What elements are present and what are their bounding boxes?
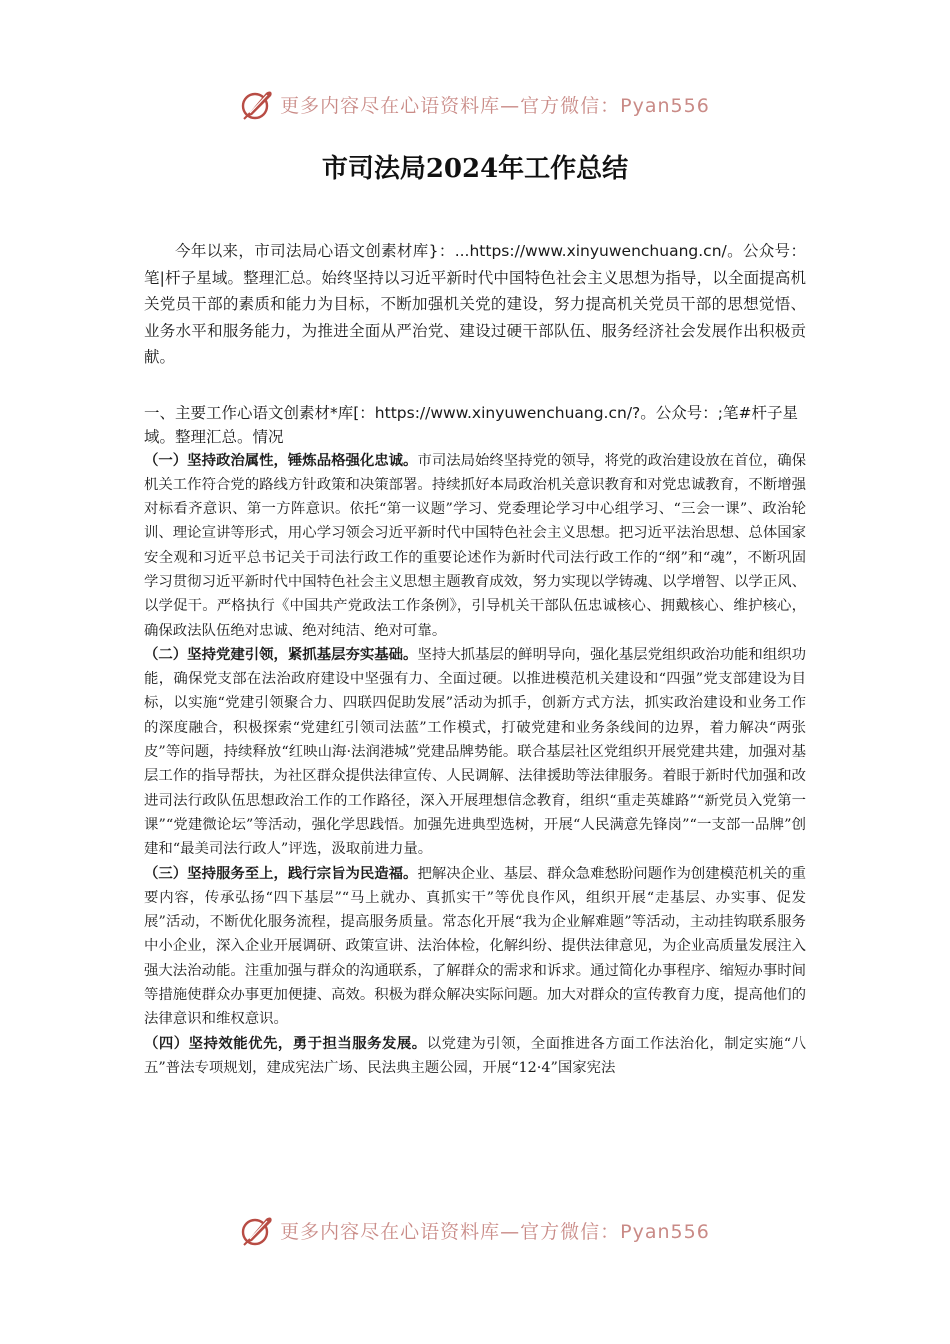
paragraph-3 bbox=[144, 862, 806, 1032]
paragraph-1-lead: （一）坚持政治属性，锤炼品格强化忠诚。 bbox=[144, 452, 418, 469]
paragraph-2-body: 坚持大抓基层的鲜明导向，强化基层党组织政治功能和组织功能，确保党支部在法治政府建设中坚强有力、全面过硬。以推进模范机关建设和“四强”党支部建设为目标，以实施“党建引领聚合力、四联四促助发展”活动为抓手，创新方式方法，抓实政治建设和业务工作的深度融合，积极探索“党建红引领司法蓝”工作模式，打破党建和业务条线间的边界，着力解决“两张皮”等问题，持续释放“红映山海·法润港城”党建品牌势能。联合基层社区党组织开展党建共建，加强对基层工作的指导帮扶，为社区群众提供法律宣传、人民调解、法律援助等法律服务。着眼于新时代加强和改进司法行政队伍思想政治工作的工作路径，深入开展理想信念教育，组织“重走英雄路”“新党员入党第一课”“党建微论坛”等活动，强化学思践悟。加强先进典型选树，开展“人民满意先锋岗”“一支部一品牌”创建和“最美司法行政人”评选，汲取前进力量。 bbox=[144, 646, 806, 858]
banner-text: 更多内容尽在心语资料库—官方微信：Pyan556 bbox=[280, 1220, 710, 1243]
paragraph-2 bbox=[144, 643, 806, 862]
feather-pen-logo-icon bbox=[240, 87, 274, 121]
banner-text: 更多内容尽在心语资料库—官方微信：Pyan556 bbox=[280, 94, 710, 117]
paragraph-4 bbox=[144, 1032, 806, 1081]
paragraph-1 bbox=[144, 449, 806, 643]
header-banner bbox=[0, 84, 950, 124]
paragraph-3-lead: （三）坚持服务至上，践行宗旨为民造福。 bbox=[144, 865, 418, 882]
paragraph-2-lead: （二）坚持党建引领，紧抓基层夯实基础。 bbox=[144, 646, 418, 663]
paragraph-4-lead: （四）坚持效能优先，勇于担当服务发展。 bbox=[144, 1035, 427, 1052]
paragraph-3-body: 把解决企业、基层、群众急难愁盼问题作为创建模范机关的重要内容，传承弘扬“四下基层”“马上就办、真抓实干”等优良作风，组织开展“走基层、办实事、促发展”活动，不断优化服务流程，提高服务质量。常态化开展“我为企业解难题”等活动，主动挂钩联系服务中小企业，深入企业开展调研、政策宣讲、法治体检，化解纠纷、提供法律意见，为企业高质量发展注入强大法治动能。注重加强与群众的沟通联系，了解群众的需求和诉求。通过简化办事程序、缩短办事时间等措施使群众办事更加便捷、高效。积极为群众解决实际问题。加大对群众的宣传教育力度，提高他们的法律意识和维权意识。 bbox=[144, 865, 806, 1028]
paragraph-1-body: 市司法局始终坚持党的领导，将党的政治建设放在首位，确保机关工作符合党的路线方针政策和决策部署。持续抓好本局政治机关意识教育和对党忠诚教育，不断增强对标看齐意识、第一方阵意识。依托“第一议题”学习、党委理论学习中心组学习、“三会一课”、政治轮训、理论宣讲等形式，用心学习领会习近平新时代中国特色社会主义思想。把习近平法治思想、总体国家安全观和习近平总书记关于司法行政工作的重要论述作为新时代司法行政工作的“纲”和“魂”，不断巩固学习贯彻习近平新时代中国特色社会主义思想主题教育成效，努力实现以学铸魂、以学增智、以学正风、以学促干。严格执行《中国共产党政法工作条例》，引导机关干部队伍忠诚核心、拥戴核心、维护核心，确保政法队伍绝对忠诚、绝对纯洁、绝对可靠。 bbox=[144, 452, 806, 639]
document-title: 市司法局2024年工作总结 bbox=[321, 154, 629, 184]
footer-banner bbox=[0, 1210, 950, 1250]
document-body bbox=[144, 238, 806, 1080]
feather-pen-logo-icon bbox=[240, 1213, 274, 1247]
section-heading: 一、主要工作心语文创素材*库[：https://www.xinyuwenchuang.cn/?。公众号：;笔#杆子星域。整理汇总。情况 bbox=[144, 403, 798, 446]
intro-paragraph: 今年以来，市司法局心语文创素材库}：...https://www.xinyuwenchuang.cn/。公众号：笔|杆子星域。整理汇总。始终坚持以习近平新时代中国特色社会主义思想为指导，以全面提高机关党员干部的素质和能力为目标，不断加强机关党的建设，努力提高机关党员干部的思想觉悟、业务水平和服务能力，为推进全面从严治党、建设过硬干部队伍、服务经济社会发展作出积极贡献。 bbox=[144, 242, 806, 366]
paragraph-4-body: 以党建为引领，全面推进各方面工作法治化，制定实施“八五”普法专项规划，建成宪法广场、民法典主题公园，开展“12·4”国家宪法 bbox=[144, 1035, 806, 1076]
